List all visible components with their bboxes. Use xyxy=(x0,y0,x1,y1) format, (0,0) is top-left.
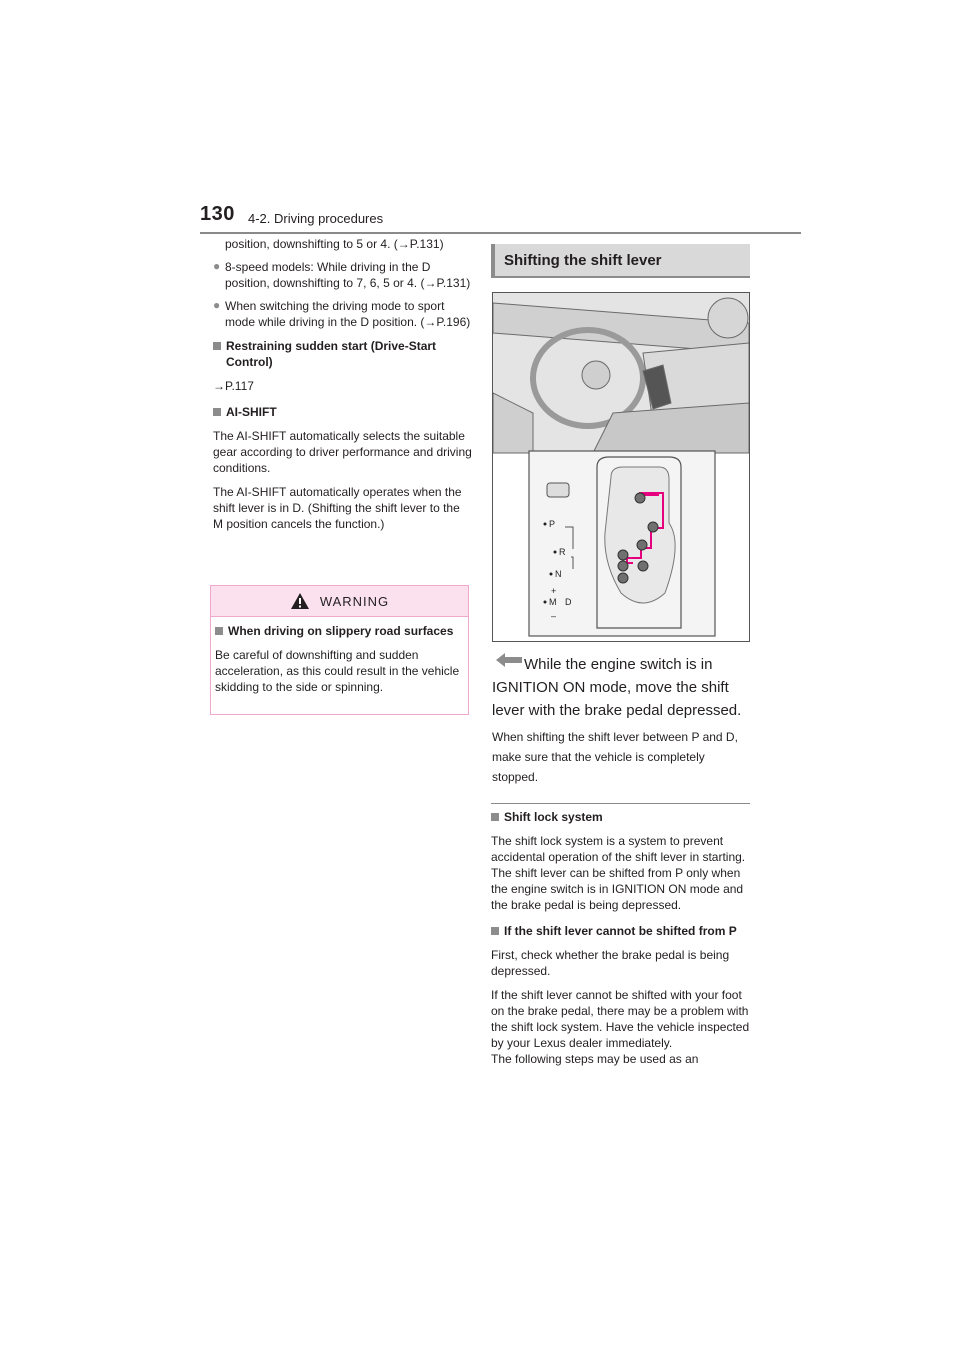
warning-box xyxy=(210,585,469,715)
warning-subheading xyxy=(215,623,464,639)
dashboard-and-shift-gate-drawing xyxy=(493,293,749,641)
header-divider xyxy=(200,232,801,234)
paragraph: The AI-SHIFT automatically selects the suitable gear according to driver performance and driving conditions. xyxy=(213,429,472,475)
subheading-text: Restraining sudden start (Drive-Start Control) xyxy=(226,339,437,369)
section-title: 4-2. Driving procedures xyxy=(248,211,384,226)
warning-triangle-icon xyxy=(290,592,310,610)
list-item xyxy=(213,259,473,291)
subheading xyxy=(213,404,473,420)
shift-lever-illustration xyxy=(492,292,750,642)
page-reference: →P.117 xyxy=(213,379,254,393)
right-lower-text xyxy=(491,809,753,1067)
section-heading: Shifting the shift lever xyxy=(504,252,662,269)
subheading-text: Shift lock system xyxy=(504,810,603,824)
continued-text: position, downshifting to 5 or 4. (→P.131) xyxy=(225,237,444,251)
warning-body xyxy=(211,617,468,695)
section-title-bar xyxy=(491,244,750,278)
gear-label-minus: – xyxy=(551,611,557,621)
gear-label-d: D xyxy=(565,597,572,607)
list-item-text: When switching the driving mode to sport mode while driving in the D position. (→P.196) xyxy=(225,299,471,329)
list-item-text: 8-speed models: While driving in the D position, downshifting to 7, 6, 5 or 4. (→P.131) xyxy=(225,260,471,290)
subheading xyxy=(491,923,753,939)
section-divider xyxy=(491,803,750,804)
bullet-icon: ● xyxy=(213,298,221,312)
square-bullet-icon xyxy=(491,927,499,935)
subheading-text: AI-SHIFT xyxy=(226,405,277,419)
bullet-icon: ● xyxy=(213,259,221,273)
warning-subheading-text: When driving on slippery road surfaces xyxy=(228,624,454,638)
square-bullet-icon xyxy=(213,342,221,350)
gear-label-n: N xyxy=(555,569,562,579)
warning-text: Be careful of downshifting and sudden acceleration, as this could result in the vehicle skidding to the side or spinning. xyxy=(215,648,460,694)
gear-label-m: M xyxy=(549,597,557,607)
gear-label-p: P xyxy=(549,519,556,529)
paragraph: The shift lock system is a system to prevent accidental operation of the shift lever in starting. xyxy=(491,834,746,864)
paragraph: The following steps may be used as an xyxy=(491,1052,699,1066)
gear-label-r: R xyxy=(559,547,566,557)
warning-header xyxy=(211,586,468,617)
warning-title: WARNING xyxy=(319,593,390,609)
square-bullet-icon xyxy=(215,627,223,635)
subheading xyxy=(213,338,473,370)
gear-label-plus: + xyxy=(551,586,557,596)
figure-note: When shifting the shift lever between P and D, make sure that the vehicle is completely stopped. xyxy=(492,730,738,784)
paragraph: The shift lever can be shifted from P only when the engine switch is in IGNITION ON mode and the brake pedal is being depressed. xyxy=(491,866,744,912)
list-item xyxy=(213,298,473,330)
title-accent xyxy=(491,244,495,276)
paragraph: If the shift lever cannot be shifted with your foot on the brake pedal, there may be a problem with the shift lock system. Have the vehicle inspected by your Lexus dealer immediately. xyxy=(491,988,750,1050)
paragraph: First, check whether the brake pedal is being depressed. xyxy=(491,948,730,978)
left-column xyxy=(213,236,473,532)
square-bullet-icon xyxy=(213,408,221,416)
subheading xyxy=(491,809,753,825)
square-bullet-icon xyxy=(491,813,499,821)
subheading-text: If the shift lever cannot be shifted from P xyxy=(504,924,737,938)
paragraph: The AI-SHIFT automatically operates when the shift lever is in D. (Shifting the shift lever to the M position cancels the function.) xyxy=(213,485,462,531)
figure-caption: While the engine switch is in IGNITION ON mode, move the shift lever with the brake pedal depressed. xyxy=(492,656,742,719)
page-number: 130 xyxy=(200,203,235,225)
